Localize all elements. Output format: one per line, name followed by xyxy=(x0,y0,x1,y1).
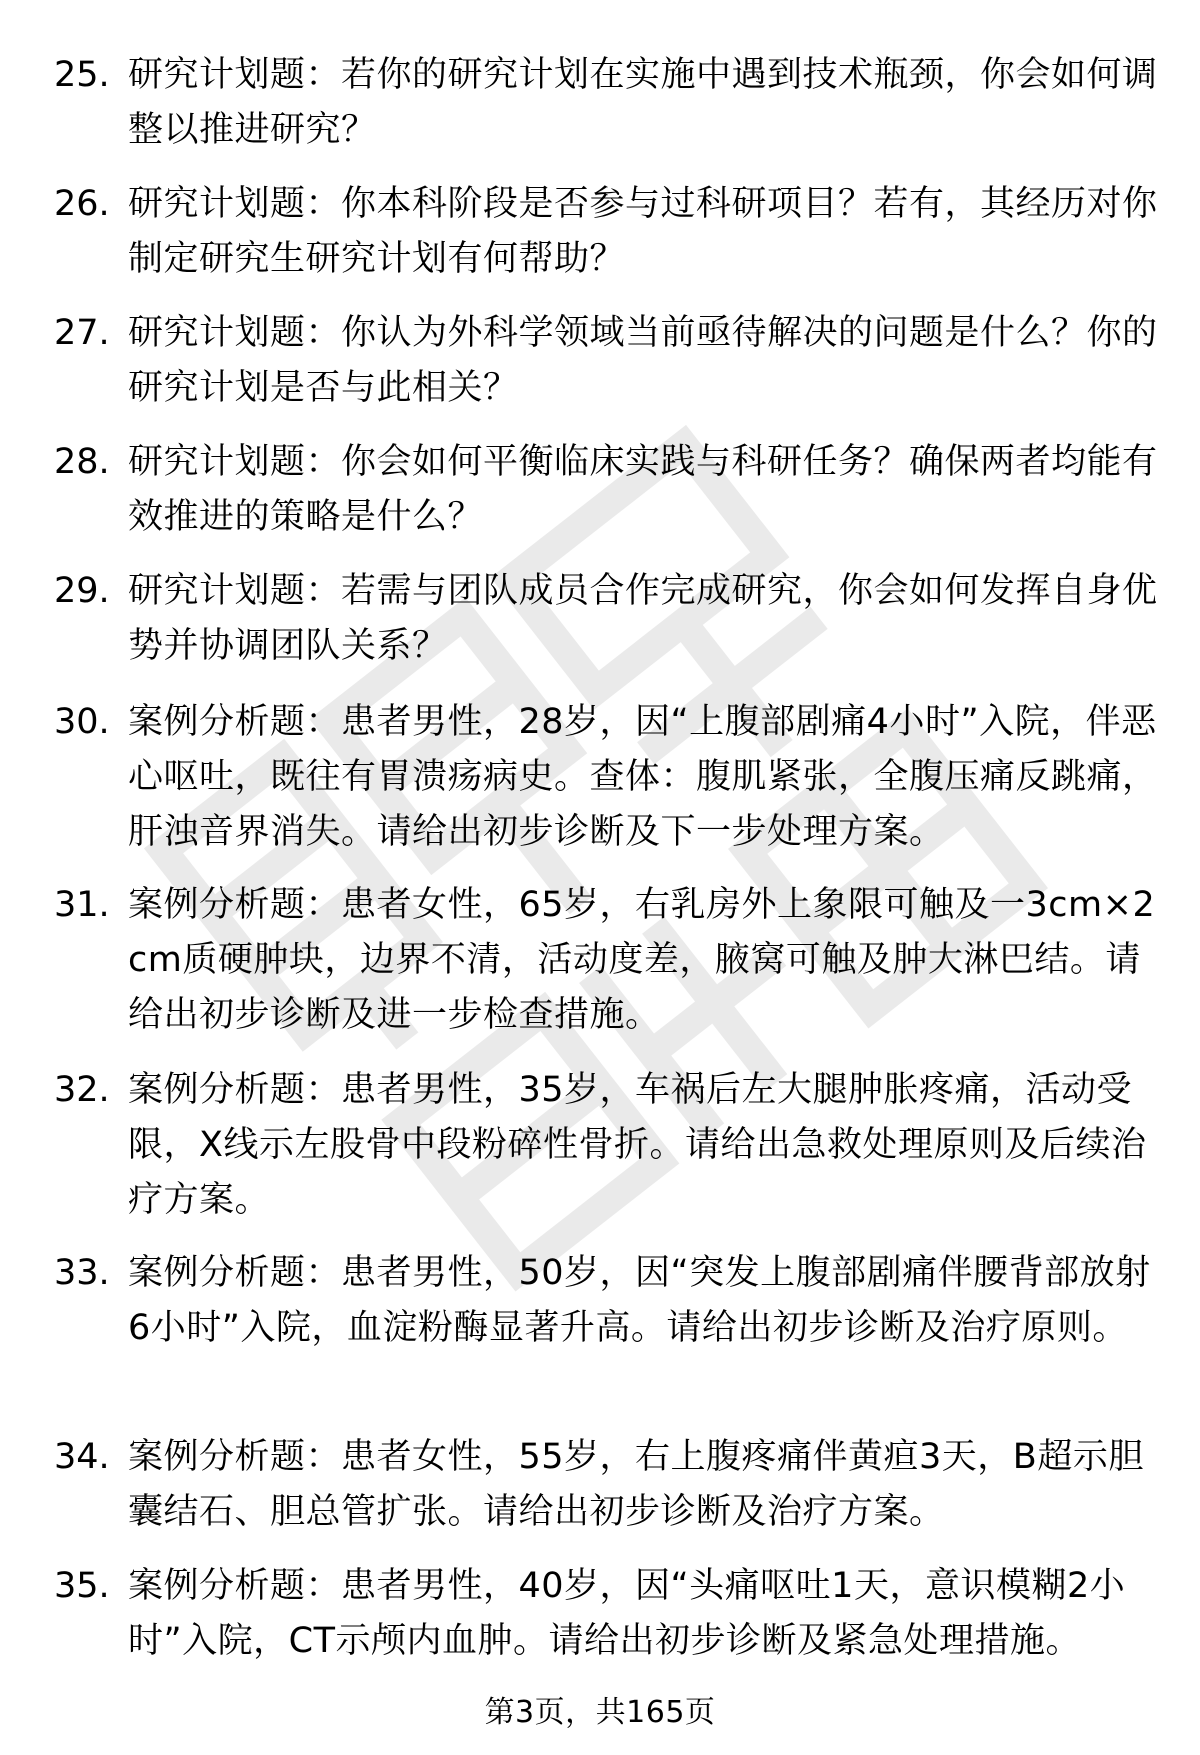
question-number: 29. xyxy=(54,571,110,611)
question-text: 案例分析题：患者男性，40岁，因“头痛呕吐1天，意识模糊2小时”入院，CT示颅内血肿。请给出初步诊断及紧急处理措施。 xyxy=(128,1566,1126,1661)
question-item xyxy=(0,306,1200,435)
question-item xyxy=(0,564,1200,695)
question-number: 32. xyxy=(54,1070,110,1110)
question-number: 26. xyxy=(54,184,110,224)
question-item xyxy=(0,1063,1200,1246)
question-number: 30. xyxy=(54,702,110,742)
question-text: 研究计划题：若你的研究计划在实施中遇到技术瓶颈，你会如何调整以推进研究？ xyxy=(128,55,1158,150)
question-number: 33. xyxy=(54,1253,110,1293)
page-footer xyxy=(0,1693,1200,1733)
question-text: 案例分析题：患者女性，55岁，右上腹疼痛伴黄疸3天，B超示胆囊结石、胆总管扩张。请给出初步诊断及治疗方案。 xyxy=(128,1437,1144,1532)
question-number: 27. xyxy=(54,313,110,353)
question-number: 34. xyxy=(54,1437,110,1477)
question-text: 案例分析题：患者男性，35岁，车祸后左大腿肿胀疼痛，活动受限，X线示左股骨中段粉碎性骨折。请给出急救处理原则及后续治疗方案。 xyxy=(128,1070,1147,1220)
question-item xyxy=(0,878,1200,1063)
question-text: 案例分析题：患者男性，50岁，因“突发上腹部剧痛伴腰背部放射6小时”入院，血淀粉酶显著升高。请给出初步诊断及治疗原则。 xyxy=(128,1253,1151,1348)
question-number: 28. xyxy=(54,442,110,482)
question-number: 25. xyxy=(54,55,110,95)
question-item xyxy=(0,1559,1200,1688)
question-item xyxy=(0,177,1200,306)
question-item xyxy=(0,695,1200,878)
question-item xyxy=(0,435,1200,564)
question-text: 研究计划题：你认为外科学领域当前亟待解决的问题是什么？你的研究计划是否与此相关？ xyxy=(128,313,1158,408)
question-item xyxy=(0,48,1200,177)
question-list xyxy=(0,48,1200,1688)
page-indicator: 第3页，共165页 xyxy=(484,1695,716,1730)
question-text: 研究计划题：若需与团队成员合作完成研究，你会如何发挥自身优势并协调团队关系？ xyxy=(128,571,1158,666)
question-text: 研究计划题：你会如何平衡临床实践与科研任务？确保两者均能有效推进的策略是什么？ xyxy=(128,442,1158,537)
question-item xyxy=(0,1246,1200,1430)
question-number: 31. xyxy=(54,885,110,925)
question-text: 案例分析题：患者男性，28岁，因“上腹部剧痛4小时”入院，伴恶心呕吐，既往有胃溃疡病史。查体：腹肌紧张，全腹压痛反跳痛，肝浊音界消失。请给出初步诊断及下一步处理方案。 xyxy=(128,702,1158,852)
question-item xyxy=(0,1430,1200,1559)
question-text: 案例分析题：患者女性，65岁，右乳房外上象限可触及一3cm×2cm质硬肿块，边界不清，活动度差，腋窝可触及肿大淋巴结。请给出初步诊断及进一步检查措施。 xyxy=(128,885,1156,1035)
question-text: 研究计划题：你本科阶段是否参与过科研项目？若有，其经历对你制定研究生研究计划有何帮助？ xyxy=(128,184,1158,279)
question-number: 35. xyxy=(54,1566,110,1606)
